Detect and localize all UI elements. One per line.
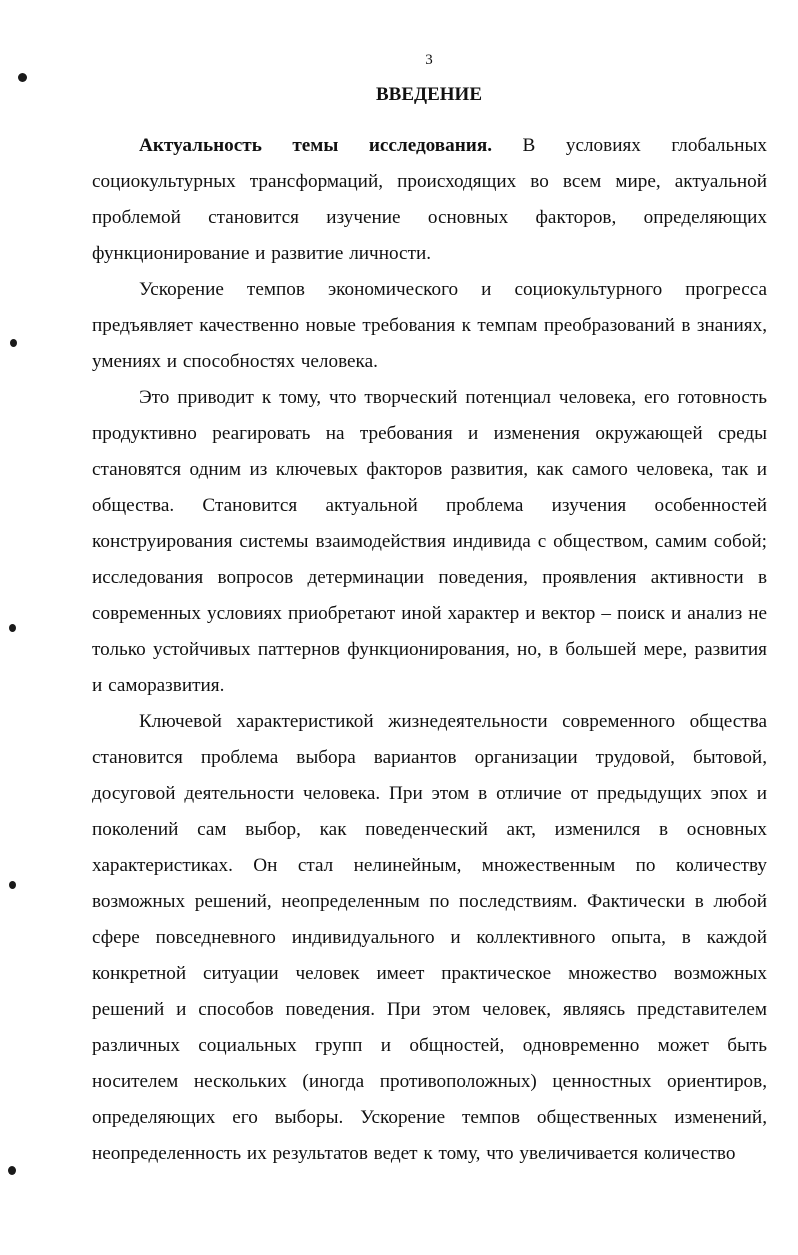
paragraph-text: В условиях глобальных социокультурных трансформаций, происходящих во всем мире, актуальной проблемой становится изучение основных факторов, определяющих функционирование и развитие личности. bbox=[92, 135, 767, 264]
binder-hole-mark bbox=[9, 881, 16, 889]
paragraph-text: Это приводит к тому, что творческий потенциал человека, его готовность продуктивно реагировать на требования и изменения окружающей среды становятся одним из ключевых факторов развития, как самого человека, так и общества. Становится актуальной проблема изучения особенностей конструирования системы взаимодействия индивида с обществом, самим собой; исследования вопросов детерминации поведения, проявления активности в современных условиях приобретают иной характер и вектор – поиск и анализ не только устойчивых паттернов функционирования, но, в большей мере, развития и саморазвития. bbox=[92, 387, 767, 696]
document-body bbox=[92, 128, 767, 1172]
paragraph-text: Ключевой характеристикой жизнедеятельности современного общества становится проблема выбора вариантов организации трудовой, бытовой, досуговой деятельности человека. При этом в отличие от предыдущих эпох и поколений сам выбор, как поведенческий акт, изменился в основных характеристиках. Он стал нелинейным, множественным по количеству возможных решений, неопределенным по последствиям. Фактически в любой сфере повседневного индивидуального и коллективного опыта, в каждой конкретной ситуации человек имеет практическое множество возможных решений и способов поведения. При этом человек, являясь представителем различных социальных групп и общностей, одновременно может быть носителем нескольких (иногда противоположных) ценностных ориентиров, определяющих его выборы. Ускорение темпов общественных изменений, неопределенность их результатов ведет к тому, что увеличивается количество bbox=[92, 711, 767, 1164]
binder-hole-mark bbox=[8, 1166, 16, 1175]
section-heading: ВВЕДЕНИЕ bbox=[376, 84, 482, 105]
paragraph bbox=[92, 380, 767, 704]
paragraph bbox=[92, 704, 767, 1172]
paragraph-text: Ускорение темпов экономического и социокультурного прогресса предъявляет качественно новые требования к темпам преобразований в знаниях, умениях и способностях человека. bbox=[92, 279, 767, 372]
binder-hole-mark bbox=[9, 624, 16, 632]
paragraph bbox=[92, 272, 767, 380]
paragraph bbox=[92, 128, 767, 272]
paragraph-lead: Актуальность темы исследования. bbox=[139, 135, 493, 156]
binder-hole-mark bbox=[18, 73, 27, 82]
page-number: 3 bbox=[425, 52, 433, 68]
binder-hole-mark bbox=[10, 339, 17, 347]
